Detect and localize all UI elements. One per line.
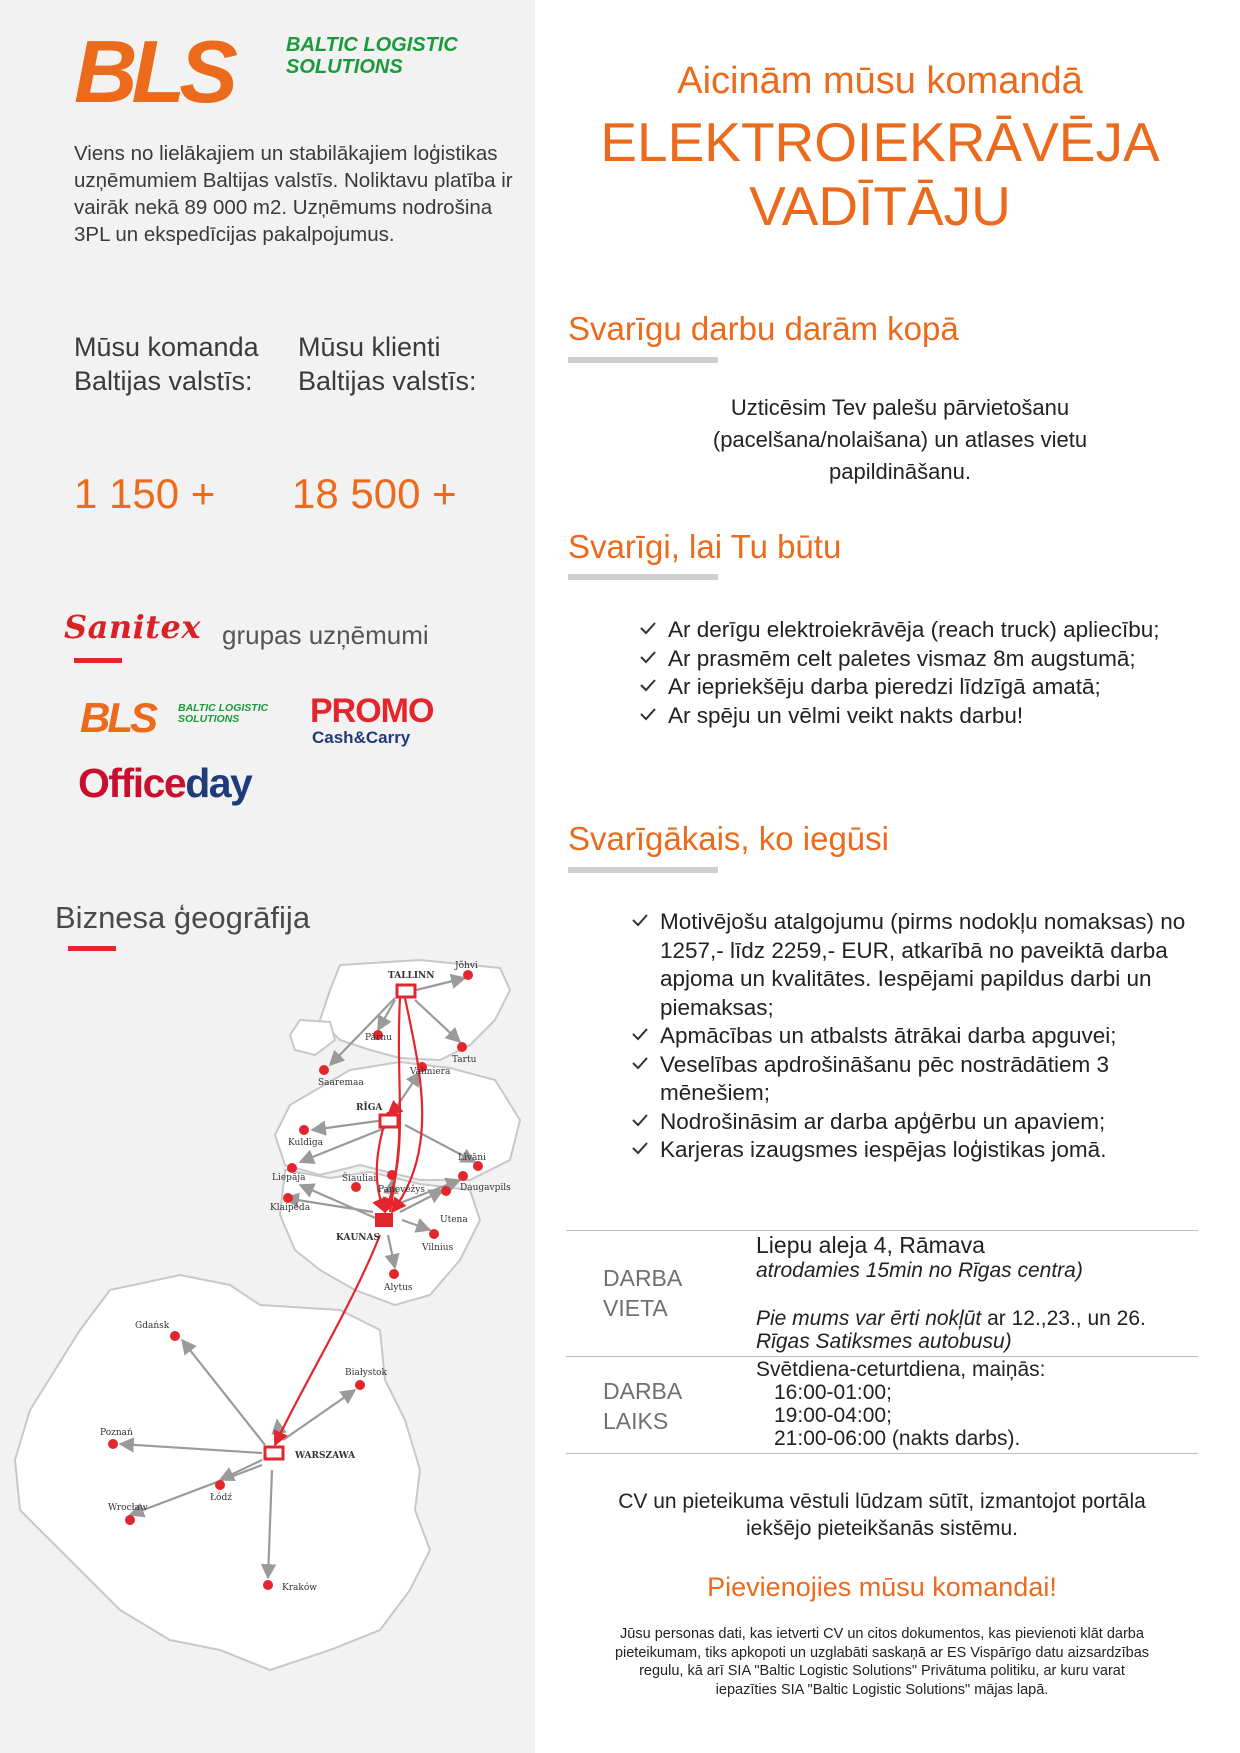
pin-icon	[457, 1042, 467, 1052]
city-label: Šiauliai	[342, 1174, 377, 1184]
hub-riga-icon	[380, 1115, 398, 1127]
check-icon	[630, 1138, 650, 1158]
workplace-label: DARBA VIETA	[603, 1265, 683, 1321]
pin-icon	[108, 1439, 118, 1449]
check-icon	[630, 1024, 650, 1044]
header-invite: Aicinām mūsu komandā	[677, 60, 1083, 102]
divider-gray	[568, 867, 718, 873]
bls-logo-subtitle: BALTIC LOGISTIC SOLUTIONS	[286, 34, 458, 78]
saaremaa-shape	[290, 1020, 335, 1055]
check-icon	[638, 675, 658, 695]
list-item: Karjeras izaugsmes iespējas loģistikas jomā.	[630, 1136, 1195, 1165]
city-label: Alytus	[384, 1283, 413, 1293]
workplace-info: Liepu aleja 4, Rāmava atrodamies 15min no Rīgas centra) Pie mums var ērti nokļūt ar 12.,23., un 26. Rīgas Satiksmes autobusu)	[756, 1232, 1146, 1353]
bls-logo-letters: BLS	[74, 28, 232, 112]
pin-icon	[463, 970, 473, 980]
list-item: Ar prasmēm celt paletes vismaz 8m augstumā;	[638, 645, 1168, 674]
bls-small-logo	[80, 697, 175, 737]
list-item: Ar derīgu elektroiekrāvēja (reach truck) apliecību;	[638, 616, 1168, 645]
city-label: Klaipėda	[270, 1203, 311, 1213]
divider-gray	[568, 574, 718, 580]
section-title-requirements: Svarīgi, lai Tu būtu	[568, 528, 842, 565]
list-item: Motivējošu atalgojumu (pirms nodokļu nomaksas) no 1257,- līdz 2259,- EUR, atkarībā no paveiktā darba apjoma un kvalitātes. Iespējami papildus darbi un piemaksas;	[630, 908, 1195, 1022]
section-title-benefits: Svarīgākais, ko iegūsi	[568, 820, 889, 857]
city-label: KAUNAS	[336, 1233, 380, 1243]
table-line	[566, 1230, 1198, 1231]
section-title-work: Svarīgu darbu darām kopā	[568, 310, 959, 347]
city-label: Līvāni	[458, 1153, 486, 1163]
work-description: Uzticēsim Tev palešu pārvietošanu (pacelšana/nolaišana) un atlases vietu papildināšanu.	[712, 395, 1088, 484]
pin-icon	[170, 1331, 180, 1341]
company-intro: Viens no lielākajiem un stabilākajiem loģistikas uzņēmumiem Baltijas valstīs. Noliktavu platība ir vairāk nekā 89 000 m2. Uzņēmums nodrošina 3PL un ekspedīcijas pakalpojumus.	[74, 142, 513, 246]
officeday-logo: Officeday	[78, 760, 252, 806]
team-value: 1 150 +	[74, 470, 216, 517]
job-title: ELEKTROIEKRĀVĒJA VADĪTĀJU	[600, 111, 1160, 237]
city-label: Wrocław	[108, 1503, 148, 1513]
sanitex-logo: Sanitex	[64, 608, 201, 646]
city-label: Białystok	[345, 1368, 387, 1378]
clients-label: Mūsu klienti Baltijas valstīs:	[298, 332, 477, 396]
bls-small-subtitle: BALTIC LOGISTIC SOLUTIONS	[178, 702, 269, 725]
city-label: WARSZAWA	[295, 1451, 356, 1461]
city-label: Vilnius	[422, 1243, 454, 1253]
worktime-info: Svētdiena-ceturtdiena, maiņās: 16:00-01:00; 19:00-04:00; 21:00-06:00 (nakts darbs).	[756, 1358, 1046, 1450]
benefits-list	[630, 908, 1195, 1165]
list-item: Ar spēju un vēlmi veikt nakts darbu!	[638, 702, 1168, 731]
requirements-list	[638, 616, 1168, 730]
check-icon	[630, 1110, 650, 1130]
list-item: Veselības apdrošināšanu pēc nostrādātiem 3 mēnešiem;	[630, 1051, 1195, 1108]
team-label: Mūsu komanda Baltijas valstīs:	[74, 332, 259, 396]
table-line	[566, 1356, 1198, 1357]
pin-icon	[441, 1186, 451, 1196]
city-label: Poznań	[100, 1428, 133, 1438]
pin-icon	[319, 1065, 329, 1075]
cv-instructions: CV un pieteikuma vēstuli lūdzam sūtīt, izmantojot portāla iekšējo pieteikšanās sistēmu.	[618, 1490, 1146, 1540]
pin-icon	[125, 1515, 135, 1525]
hub-tallinn-icon	[397, 985, 415, 997]
list-item: Apmācības un atbalsts ātrākai darba apguvei;	[630, 1022, 1195, 1051]
promo-subtitle: Cash&Carry	[312, 728, 411, 747]
hub-kaunas-icon	[375, 1213, 393, 1227]
city-label: Kraków	[282, 1583, 317, 1593]
city-label: Liepāja	[272, 1173, 306, 1183]
group-caption: grupas uzņēmumi	[222, 620, 429, 650]
city-label: Saaremaa	[318, 1078, 364, 1088]
business-geography-map	[0, 950, 535, 1730]
worktime-label: DARBA LAIKS	[603, 1378, 683, 1434]
pin-icon	[215, 1480, 225, 1490]
pin-icon	[429, 1229, 439, 1239]
city-label: TALLINN	[388, 971, 435, 981]
city-label: Łódź	[210, 1493, 232, 1503]
city-label: Pärnu	[365, 1033, 392, 1043]
check-icon	[638, 647, 658, 667]
pin-icon	[263, 1580, 273, 1590]
city-label: Valmiera	[410, 1067, 451, 1077]
join-cta: Pievienojies mūsu komandai!	[707, 1572, 1057, 1602]
pin-icon	[389, 1269, 399, 1279]
pin-icon	[458, 1171, 468, 1181]
clients-value: 18 500 +	[292, 470, 457, 517]
list-item: Ar iepriekšēju darba pieredzi līdzīgā amatā;	[638, 673, 1168, 702]
city-label: Tartu	[452, 1055, 477, 1065]
city-label: Daugavpils	[460, 1183, 511, 1193]
check-icon	[630, 910, 650, 930]
divider-gray	[568, 357, 718, 363]
hub-warszawa-icon	[265, 1447, 283, 1459]
privacy-notice: Jūsu personas dati, kas ietverti CV un citos dokumentos, kas pievienoti klāt darba pieteikumam, tiks apkopoti un uzglabāti saskaņā ar ES Vispārīgo datu aizsardzības regulu, kā arī SIA "Baltic Logistic Solutions" Privātuma politiku, ar kuru varat iepazīties SIA "Baltic Logistic Solutions" mājas lapā.	[614, 1626, 1150, 1698]
city-label: Utena	[440, 1215, 468, 1225]
check-icon	[638, 618, 658, 638]
pin-icon	[287, 1163, 297, 1173]
city-label: Kuldīga	[288, 1138, 323, 1148]
promo-logo: PROMO	[310, 692, 434, 730]
city-label: Jõhvi	[455, 961, 478, 971]
pin-icon	[355, 1380, 365, 1390]
bls-logo	[74, 28, 274, 112]
poland-shape	[15, 1275, 430, 1670]
city-label: Panevėžys	[378, 1185, 425, 1195]
city-label: Gdańsk	[135, 1321, 170, 1331]
city-label: RĪGA	[356, 1103, 383, 1113]
list-item: Nodrošināsim ar darba apģērbu un apaviem;	[630, 1108, 1195, 1137]
pin-icon	[299, 1125, 309, 1135]
pin-icon	[387, 1170, 397, 1180]
pin-icon	[283, 1193, 293, 1203]
check-icon	[630, 1053, 650, 1073]
svg-text:BLS: BLS	[80, 697, 155, 737]
table-line	[566, 1453, 1198, 1454]
check-icon	[638, 704, 658, 724]
divider-red	[74, 658, 122, 663]
geography-title: Biznesa ģeogrāfija	[55, 900, 311, 935]
